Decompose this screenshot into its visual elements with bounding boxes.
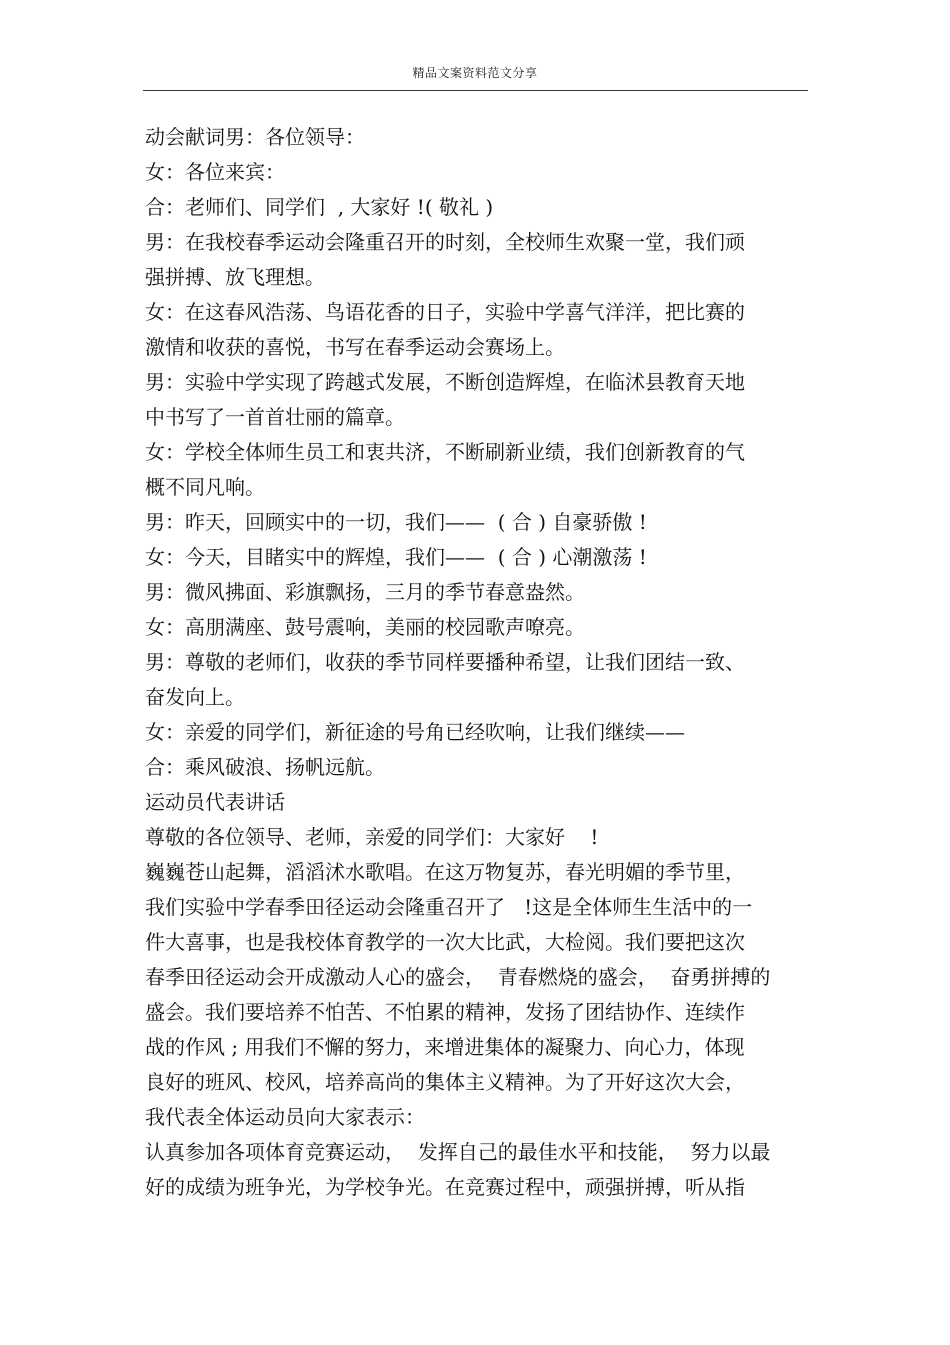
text-line: 女：高朋满座、鼓号震响，美丽的校园歌声嘹亮。 bbox=[145, 615, 585, 639]
text-line: 春季田径运动会开成激动人心的盛会， 青春燃烧的盛会， 奋勇拼搏的 bbox=[145, 965, 771, 989]
text-line: 奋发向上。 bbox=[145, 685, 245, 709]
text-line: 概不同凡响。 bbox=[145, 475, 265, 499]
text-line: 运动员代表讲话 bbox=[145, 790, 285, 814]
text-line: 巍巍苍山起舞，滔滔沭水歌唱。在这万物复苏，春光明媚的季节里， bbox=[145, 860, 745, 884]
text-line: 男：微风拂面、彩旗飘扬，三月的季节春意盎然。 bbox=[145, 580, 585, 604]
text-line: 战的作风 ; 用我们不懈的努力，来增进集体的凝聚力、向心力，体现 bbox=[145, 1035, 745, 1059]
text-line: 我们实验中学春季田径运动会隆重召开了 !这是全体师生生活中的一 bbox=[145, 895, 753, 919]
text-line: 女：在这春风浩荡、鸟语花香的日子，实验中学喜气洋洋，把比赛的 bbox=[145, 300, 745, 324]
document-body bbox=[145, 120, 810, 1205]
header-divider bbox=[143, 90, 808, 91]
text-line: 男：昨天，回顾实中的一切，我们—— ( 合 ) 自豪骄傲 ! bbox=[145, 510, 647, 534]
text-line: 女：各位来宾： bbox=[145, 160, 285, 184]
text-line: 认真参加各项体育竞赛运动， 发挥自己的最佳水平和技能， 努力以最 bbox=[145, 1140, 771, 1164]
text-line: 合：乘风破浪、扬帆远航。 bbox=[145, 755, 385, 779]
text-line: 男：尊敬的老师们，收获的季节同样要播种希望，让我们团结一致、 bbox=[145, 650, 745, 674]
text-line: 合：老师们、同学们 , 大家好 !( 敬礼 ) bbox=[145, 195, 494, 219]
text-line: 女：学校全体师生员工和衷共济，不断刷新业绩，我们创新教育的气 bbox=[145, 440, 745, 464]
text-line: 我代表全体运动员向大家表示： bbox=[145, 1105, 425, 1129]
text-line: 件大喜事，也是我校体育教学的一次大比武，大检阅。我们要把这次 bbox=[145, 930, 745, 954]
text-line: 强拼搏、放飞理想。 bbox=[145, 265, 325, 289]
text-line: 良好的班风、校风，培养高尚的集体主义精神。为了开好这次大会， bbox=[145, 1070, 745, 1094]
text-line: 盛会。我们要培养不怕苦、不怕累的精神，发扬了团结协作、连续作 bbox=[145, 1000, 745, 1024]
text-line: 女：亲爱的同学们，新征途的号角已经吹响，让我们继续—— bbox=[145, 720, 685, 744]
text-line: 好的成绩为班争光，为学校争光。在竞赛过程中，顽强拼搏，听从指 bbox=[145, 1175, 745, 1199]
text-line: 男：在我校春季运动会隆重召开的时刻，全校师生欢聚一堂，我们顽 bbox=[145, 230, 745, 254]
text-line: 女：今天，目睹实中的辉煌，我们—— ( 合 ) 心潮激荡 ! bbox=[145, 545, 647, 569]
text-line: 男：实验中学实现了跨越式发展，不断创造辉煌，在临沭县教育天地 bbox=[145, 370, 745, 394]
header-title: 精品文案资料范文分享 bbox=[412, 66, 538, 80]
text-line: 中书写了一首首壮丽的篇章。 bbox=[145, 405, 405, 429]
text-line: 尊敬的各位领导、老师，亲爱的同学们：大家好 ! bbox=[145, 825, 599, 849]
text-line: 动会献词男：各位领导： bbox=[145, 125, 365, 149]
text-line: 激情和收获的喜悦，书写在春季运动会赛场上。 bbox=[145, 335, 565, 359]
